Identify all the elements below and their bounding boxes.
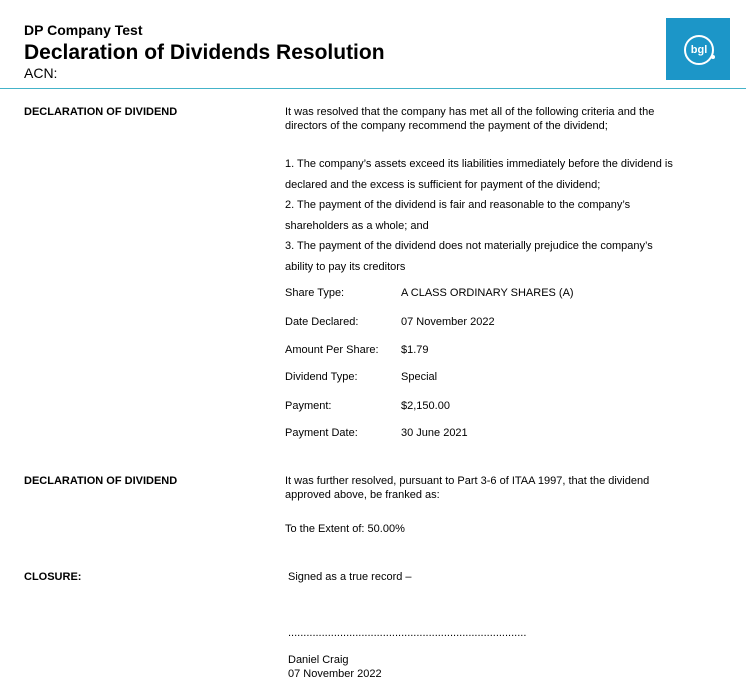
detail-label: Share Type: <box>285 287 345 299</box>
detail-label: Dividend Type: <box>285 371 358 383</box>
section-label-closure: CLOSURE: <box>24 571 82 583</box>
criteria-line: 3. The payment of the dividend does not materially prejudice the company’s <box>285 240 653 252</box>
bgl-logo <box>666 18 730 80</box>
section-label-declaration: DECLARATION OF DIVIDEND <box>24 106 178 118</box>
criteria-line: declared and the excess is sufficient for payment of the dividend; <box>285 178 601 191</box>
document-title: Declaration of Dividends Resolution <box>24 41 385 64</box>
detail-value: $2,150.00 <box>401 400 450 412</box>
section-label-declaration: DECLARATION OF DIVIDEND <box>24 475 178 487</box>
acn-label: ACN: <box>24 65 58 81</box>
detail-label: Payment Date: <box>285 427 358 439</box>
criteria-line: 1. The company’s assets exceed its liabilities immediately before the dividend is <box>285 158 673 170</box>
criteria-list <box>285 154 725 277</box>
signature-line: .............................................................................. <box>288 627 527 639</box>
logo-dot-icon <box>711 55 715 59</box>
detail-value: A CLASS ORDINARY SHARES (A) <box>401 287 574 299</box>
detail-value: Special <box>401 371 438 383</box>
signed-statement: Signed as a true record – <box>288 571 412 583</box>
signature-date: 07 November 2022 <box>288 668 382 680</box>
detail-value: 07 November 2022 <box>401 316 495 328</box>
criteria-line: ability to pay its creditors <box>285 260 406 273</box>
franking-extent: To the Extent of: 50.00% <box>285 523 405 535</box>
document-header <box>24 22 385 81</box>
detail-value: $1.79 <box>401 344 429 356</box>
detail-label: Payment: <box>285 400 332 412</box>
detail-label: Amount Per Share: <box>285 344 379 356</box>
resolution-intro <box>285 105 725 133</box>
bgl-logo-mark: bgl <box>684 35 714 65</box>
franking-resolution-line: approved above, be franked as: <box>285 489 440 501</box>
detail-label: Date Declared: <box>285 316 359 328</box>
signatory-name: Daniel Craig <box>288 654 349 666</box>
franking-resolution <box>285 474 725 502</box>
criteria-line: 2. The payment of the dividend is fair and reasonable to the company’s <box>285 199 631 211</box>
detail-value: 30 June 2021 <box>401 427 468 439</box>
criteria-line: shareholders as a whole; and <box>285 219 429 232</box>
resolution-intro-line: directors of the company recommend the payment of the dividend; <box>285 120 608 132</box>
franking-resolution-line: It was further resolved, pursuant to Part 3-6 of ITAA 1997, that the dividend <box>285 475 650 487</box>
company-name: DP Company Test <box>24 22 143 38</box>
header-divider <box>0 88 746 89</box>
resolution-intro-line: It was resolved that the company has met all of the following criteria and the <box>285 106 655 118</box>
